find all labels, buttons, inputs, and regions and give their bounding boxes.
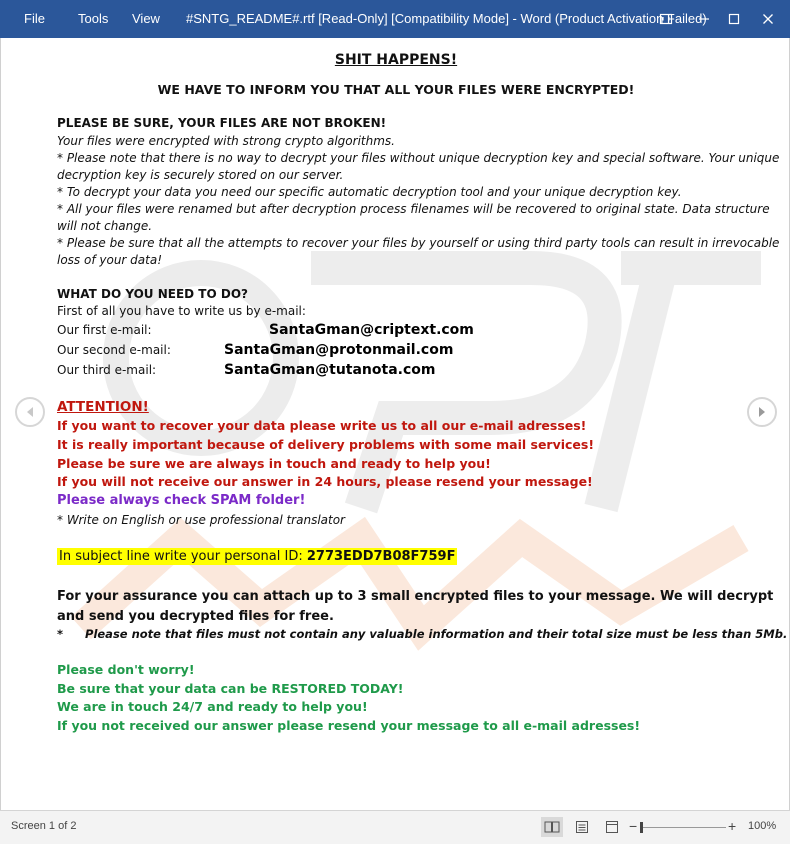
personal-id-label: In subject line write your personal ID:: [59, 549, 307, 564]
email-label-1: Our first e-mail:: [57, 323, 152, 337]
s1-line2: * Please note that there is no way to decrypt your files without unique decryption key and special software. Your unique: [57, 151, 780, 165]
green-line1: Please don't worry!: [57, 662, 195, 677]
note-bullet: *: [57, 627, 64, 641]
note-text: Please note that files must not contain any valuable information and their total size must be less than 5Mb.: [85, 627, 788, 641]
previous-screen-button[interactable]: [15, 397, 45, 427]
personal-id-value[interactable]: 2773EDD7B08F759F: [306, 549, 456, 564]
red-line3: Please be sure we are always in touch and ready to help you!: [57, 456, 491, 471]
green-line3: We are in touch 24/7 and ready to help you!: [57, 699, 368, 714]
personal-id-line: [57, 548, 457, 565]
minimize-icon[interactable]: [694, 9, 714, 29]
s1-line6: will not change.: [57, 219, 153, 233]
menu-view[interactable]: View: [132, 11, 160, 26]
zoom-slider-thumb[interactable]: [640, 822, 643, 833]
chevron-right-icon: [757, 406, 767, 418]
s1-line8: loss of your data!: [57, 253, 163, 267]
section2-title: WHAT DO YOU NEED TO DO?: [57, 287, 248, 301]
section1-title: PLEASE BE SURE, YOUR FILES ARE NOT BROKEN!: [57, 116, 387, 130]
zoom-in-icon[interactable]: +: [728, 818, 737, 834]
red-line1: If you want to recover your data please write us to all our e-mail adresses!: [57, 418, 587, 433]
zoom-slider-track[interactable]: [640, 827, 726, 828]
screen-indicator: Screen 1 of 2: [11, 820, 77, 832]
green-line2: Be sure that your data can be RESTORED TODAY!: [57, 681, 404, 696]
assurance-line1: For your assurance you can attach up to 3 small encrypted files to your message. We will decrypt: [57, 589, 774, 604]
s1-line5: * All your files were renamed but after decryption process filenames will be recovered to original state. Data structure: [57, 202, 770, 216]
maximize-icon[interactable]: [724, 9, 744, 29]
red-line4: If you will not receive our answer in 24 hours, please resend your message!: [57, 474, 593, 489]
s1-line1: Your files were encrypted with strong crypto algorithms.: [57, 134, 395, 148]
email-value-3[interactable]: SantaGman@tutanota.com: [224, 362, 436, 378]
assurance-line2: and send you decrypted files for free.: [57, 609, 334, 624]
doc-subheading: WE HAVE TO INFORM YOU THAT ALL YOUR FILES WERE ENCRYPTED!: [157, 82, 635, 97]
translator-line: * Write on English or use professional translator: [57, 513, 345, 527]
page-icon: [575, 820, 589, 834]
window-title: #SNTG_README#.rtf [Read-Only] [Compatibility Mode] - Word (Product Activation Failed): [186, 11, 707, 26]
doc-heading: SHIT HAPPENS!: [334, 52, 458, 68]
s1-line4: * To decrypt your data you need our specific automatic decryption tool and your unique decryption key.: [57, 185, 682, 199]
fullscreen-icon[interactable]: [656, 9, 676, 29]
read-mode-button[interactable]: [541, 817, 563, 837]
next-screen-button[interactable]: [747, 397, 777, 427]
title-bar: [0, 0, 790, 38]
red-line2: It is really important because of delivery problems with some mail services!: [57, 437, 595, 452]
document-area[interactable]: [0, 38, 790, 810]
note-line: [57, 627, 787, 641]
attention-heading: ATTENTION!: [57, 399, 149, 415]
green-line4: If you not received our answer please resend your message to all e-mail adresses!: [57, 718, 641, 733]
close-icon[interactable]: [758, 9, 778, 29]
zoom-level[interactable]: 100%: [748, 820, 777, 832]
menu-file[interactable]: File: [24, 11, 45, 26]
s1-line3: decryption key is securely stored on our server.: [57, 168, 344, 182]
email-label-2: Our second e-mail:: [57, 343, 171, 357]
email-value-2[interactable]: SantaGman@protonmail.com: [224, 342, 454, 358]
spam-line: Please always check SPAM folder!: [57, 493, 306, 508]
web-layout-button[interactable]: [601, 817, 623, 837]
print-layout-button[interactable]: [571, 817, 593, 837]
email-value-1[interactable]: SantaGman@criptext.com: [269, 322, 474, 338]
s2-line1: First of all you have to write us by e-mail:: [57, 304, 306, 318]
menu-tools[interactable]: Tools: [78, 11, 109, 26]
status-bar: [0, 810, 790, 844]
email-label-3: Our third e-mail:: [57, 363, 157, 377]
s1-line7: * Please be sure that all the attempts to recover your files by yourself or using third party tools can result in irrevocable: [57, 236, 780, 250]
book-icon: [544, 821, 560, 833]
chevron-left-icon: [25, 406, 35, 418]
web-layout-icon: [605, 820, 619, 834]
zoom-out-icon[interactable]: −: [629, 818, 638, 834]
